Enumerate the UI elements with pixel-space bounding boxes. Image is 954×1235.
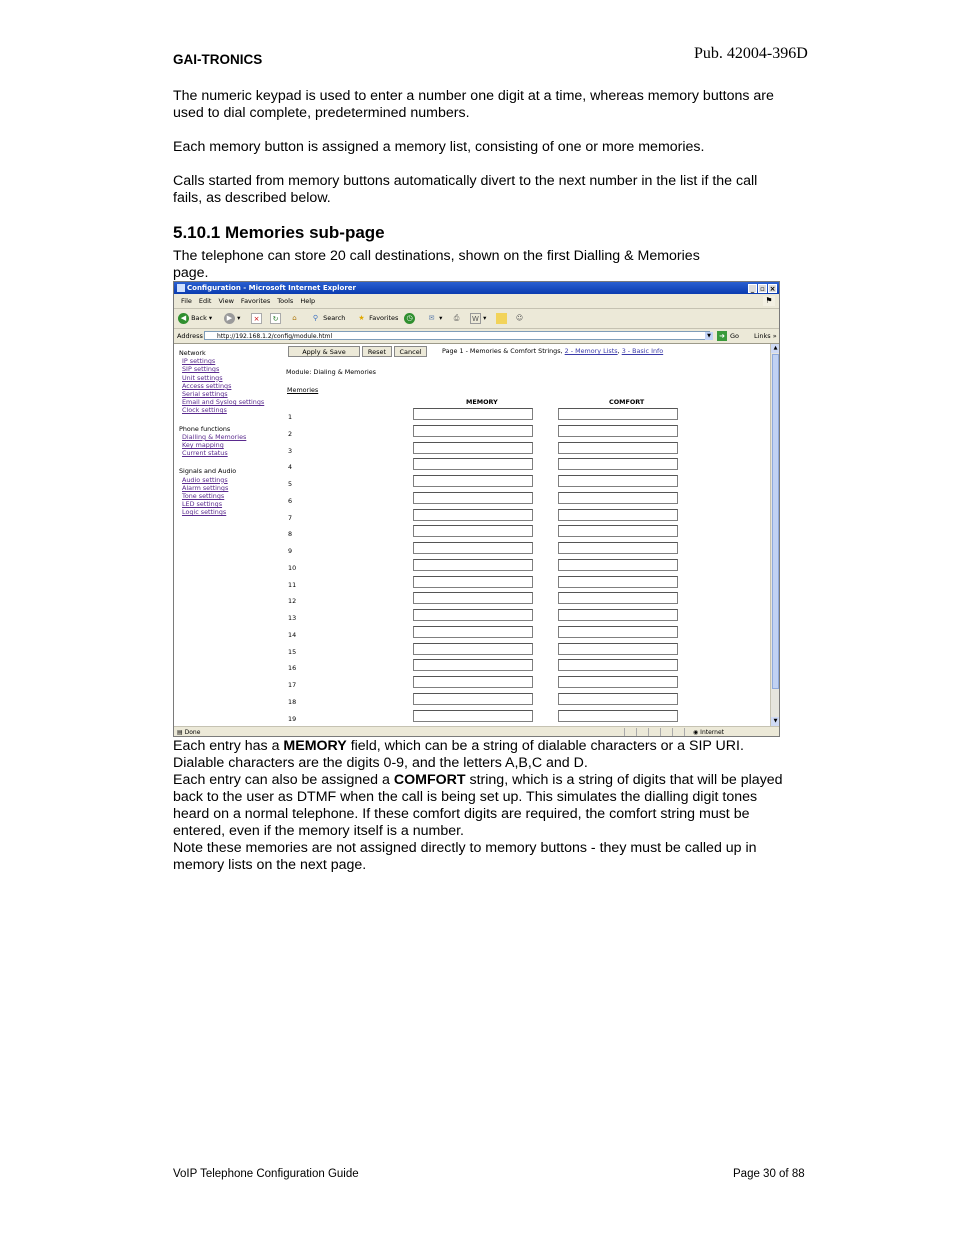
address-label: Address (177, 332, 203, 340)
page-links (442, 346, 663, 357)
page-icon: ▤ (177, 729, 183, 736)
nav-link-audio-settings[interactable]: Audio settings (182, 475, 228, 484)
text-comfort-bold: COMFORT (393, 772, 466, 788)
status-cells (624, 728, 690, 737)
memory-number: 17 (288, 681, 297, 689)
links-label: Links (754, 332, 771, 340)
nav-link-key-mapping[interactable]: Key mapping (182, 441, 224, 450)
forward-button[interactable]: ▶ ▾ (224, 312, 240, 325)
memory-input[interactable] (413, 693, 533, 705)
stop-button[interactable] (251, 312, 262, 325)
url-input[interactable]: http://192.168.1.2/config/module.html (204, 331, 710, 340)
memory-input[interactable] (413, 676, 533, 688)
memory-number: 1 (288, 413, 293, 421)
comfort-input[interactable] (558, 442, 678, 454)
status-done-label: Done (184, 729, 201, 736)
back-arrow-icon: ◀ (178, 313, 189, 324)
memory-row (286, 676, 686, 690)
memories-link[interactable]: Memories (287, 386, 319, 394)
memory-row (286, 408, 686, 422)
memory-input[interactable] (413, 542, 533, 554)
stop-icon: × (251, 313, 262, 324)
history-button[interactable] (404, 312, 415, 325)
browser-screenshot (173, 281, 780, 737)
basic-info-link[interactable]: 3 - Basic Info (621, 347, 664, 355)
nav-link-current-status[interactable]: Current status (182, 449, 228, 458)
memory-input[interactable] (413, 626, 533, 638)
restore-icon[interactable]: ▫ (758, 284, 767, 293)
memory-row (286, 710, 686, 724)
memory-input[interactable] (413, 643, 533, 655)
memory-row (286, 475, 686, 489)
favorites-button[interactable] (356, 312, 398, 325)
menu-item-file[interactable]: File (181, 297, 192, 305)
windows-flag-icon: ⚑ (763, 296, 775, 306)
favorites-label: Favorites (369, 314, 399, 322)
text-memory-bold: MEMORY (283, 738, 347, 754)
folder-button[interactable] (496, 312, 507, 325)
memory-row (286, 643, 686, 657)
footer-title: VoIP Telephone Configuration Guide (173, 1168, 359, 1180)
nav-section-network: Network (179, 349, 206, 357)
back-button[interactable]: ◀ Back ▾ (178, 312, 212, 325)
memory-row (286, 525, 686, 539)
memory-input[interactable] (413, 609, 533, 621)
ie-icon (177, 284, 185, 292)
memory-number: 8 (288, 530, 293, 539)
mail-icon: ✉ (428, 313, 435, 322)
nav-link-ip-settings[interactable]: IP settings (182, 357, 216, 366)
comfort-input[interactable] (558, 643, 678, 655)
links-button[interactable]: Links » (754, 332, 777, 340)
nav-link-tone-settings[interactable]: Tone settings (182, 492, 225, 501)
status-bar (174, 726, 779, 737)
go-arrow-icon[interactable]: ➜ (717, 331, 727, 341)
memory-number: 18 (288, 697, 297, 706)
comfort-column-header: COMFORT (609, 398, 645, 406)
memory-lists-link[interactable]: 2 - Memory Lists (564, 347, 618, 355)
memory-number: 12 (288, 597, 297, 606)
back-label: Back (191, 314, 207, 322)
config-nav (179, 349, 284, 517)
comfort-input[interactable] (558, 609, 678, 621)
go-button[interactable]: Go (730, 332, 740, 340)
memory-input[interactable] (413, 525, 533, 537)
section-heading: 5.10.1 Memories sub-page (173, 223, 385, 242)
text-entry-memory-rest: field, which can be a string of dialable characters or a SIP URI. (346, 738, 744, 754)
mail-button[interactable]: ✉ ▾ (426, 312, 442, 325)
memory-input[interactable] (413, 458, 533, 470)
memory-number: 16 (288, 664, 297, 673)
nav-link-dialling-memories[interactable]: Dialling & Memories (182, 432, 247, 441)
text-note: Note these memories are not assigned directly to memory buttons - they must be called up in memory lists on the next page. (173, 840, 757, 873)
memory-number: 3 (288, 446, 293, 455)
page-link-separator: , (617, 347, 622, 355)
nav-link-led-settings[interactable]: LED settings (182, 500, 223, 509)
nav-link-serial-settings[interactable]: Serial settings (182, 390, 228, 399)
window-titlebar (174, 282, 779, 294)
publication-number: Pub. 42004-396D (694, 45, 808, 62)
menu-bar (174, 294, 779, 309)
memory-input[interactable] (413, 408, 533, 420)
module-title: Module: Dialing & Memories (286, 368, 376, 376)
memory-number: 9 (288, 547, 293, 555)
memory-number: 4 (288, 463, 293, 472)
comfort-input[interactable] (558, 525, 678, 537)
comfort-input[interactable] (558, 509, 678, 521)
nav-section-signals: Signals and Audio (179, 467, 237, 476)
refresh-button[interactable] (270, 312, 281, 325)
star-icon: ★ (358, 313, 365, 322)
memory-row (286, 542, 686, 556)
page-content (174, 344, 770, 726)
memory-input[interactable] (413, 659, 533, 671)
chat-icon: ☺ (515, 313, 524, 322)
text-entry-comfort-rest: string, which is a string of digits that will be played back to the user as DTMF when the call is being set up. This simulates the dialling digit tones heard on a normal telephone. If these comfort digits are required, the comfort string must be entered, even if the memory itself is a number. (173, 772, 783, 839)
browser-toolbar (174, 309, 779, 329)
print-icon: ⎙ (453, 313, 460, 322)
nav-link-clock-settings[interactable]: Clock settings (182, 406, 227, 415)
nav-link-access-settings[interactable]: Access settings (182, 381, 232, 390)
memory-number: 6 (288, 496, 293, 505)
refresh-icon: ↻ (270, 313, 281, 324)
comfort-input[interactable] (558, 576, 678, 588)
paragraph-divert: Calls started from memory buttons automatically divert to the next number in the list if the call fails, as described below. (173, 173, 758, 206)
memory-number: 13 (288, 614, 297, 622)
vertical-scrollbar[interactable] (770, 344, 780, 726)
minimize-icon[interactable]: _ (748, 284, 757, 293)
nav-link-alarm-settings[interactable]: Alarm settings (182, 483, 229, 492)
edit-button[interactable]: W ▾ (470, 312, 486, 325)
memory-row (286, 425, 686, 439)
nav-link-email-and-syslog-settings[interactable]: Email and Syslog settings (182, 398, 265, 407)
address-bar (174, 329, 779, 344)
menu-item-tools[interactable]: Tools (277, 297, 294, 305)
comfort-input[interactable] (558, 626, 678, 638)
paragraph-memory-button: Each memory button is assigned a memory list, consisting of one or more memories. (173, 139, 705, 155)
comfort-input[interactable] (558, 676, 678, 688)
home-icon: ⌂ (292, 313, 297, 322)
nav-link-sip-settings[interactable]: SIP settings (182, 365, 220, 374)
reset-button[interactable]: Reset (362, 346, 392, 357)
home-button[interactable] (289, 312, 300, 325)
edit-icon: W (470, 313, 481, 324)
current-page-label: Page 1 - Memories & Comfort Strings, (442, 347, 563, 355)
close-icon[interactable]: × (769, 285, 776, 293)
comfort-input[interactable] (558, 659, 678, 671)
text-entry-comfort: Each entry can also be assigned a (173, 772, 394, 788)
folder-icon (496, 313, 507, 324)
chevron-down-icon[interactable]: ▼ (705, 332, 713, 340)
print-button[interactable] (451, 312, 462, 325)
comfort-input[interactable] (558, 425, 678, 437)
history-icon: ◷ (404, 313, 415, 324)
memory-number: 5 (288, 480, 293, 488)
text-dialable: Dialable characters are the digits 0-9, and the letters A,B,C and D. (173, 755, 588, 771)
footer-page: Page 30 of 88 (733, 1168, 805, 1180)
memory-input[interactable] (413, 425, 533, 437)
memory-row (286, 592, 686, 606)
company-name: GAI-TRONICS (173, 52, 263, 67)
memory-number: 11 (288, 580, 297, 589)
nav-section-phone: Phone functions (179, 424, 231, 433)
memory-number: 7 (288, 513, 293, 522)
memory-input[interactable] (413, 492, 533, 504)
comfort-input[interactable] (558, 475, 678, 487)
menu-item-help[interactable]: Help (300, 297, 316, 305)
scroll-down-icon[interactable]: ▼ (771, 717, 780, 726)
memory-row (286, 492, 686, 506)
memory-input[interactable] (413, 592, 533, 604)
comfort-input[interactable] (558, 559, 678, 571)
scroll-up-icon[interactable]: ▲ (771, 344, 780, 353)
search-icon: ⚲ (312, 313, 319, 322)
memory-input[interactable] (413, 576, 533, 588)
memory-number: 10 (288, 563, 297, 572)
status-zone-label: Internet (700, 729, 724, 736)
forward-arrow-icon: ▶ (224, 313, 235, 324)
status-zone (693, 727, 724, 737)
comfort-input[interactable] (558, 710, 678, 722)
memory-input[interactable] (413, 475, 533, 487)
comfort-input[interactable] (558, 458, 678, 470)
comfort-input[interactable] (558, 408, 678, 420)
memory-row (286, 509, 686, 523)
menu-item-view[interactable]: View (218, 297, 234, 305)
apply-save-button[interactable]: Apply & Save (288, 346, 360, 357)
memory-input[interactable] (413, 442, 533, 454)
comfort-input[interactable] (558, 492, 678, 504)
comfort-input[interactable] (558, 693, 678, 705)
scroll-thumb[interactable] (772, 354, 779, 689)
memory-number: 19 (288, 714, 297, 723)
paragraph-store: The telephone can store 20 call destinations, shown on the first Dialling & Memories page. (173, 248, 700, 281)
nav-link-logic-settings[interactable]: Logic settings (182, 508, 227, 517)
memory-number: 15 (288, 647, 297, 656)
globe-icon: ◉ (693, 729, 699, 736)
memory-row (286, 659, 686, 673)
memory-number: 14 (288, 630, 297, 639)
memory-row (286, 576, 686, 590)
memory-row (286, 559, 686, 573)
memory-number: 2 (288, 429, 293, 438)
menu-item-favorites[interactable]: Favorites (240, 297, 271, 305)
memory-column-header: MEMORY (466, 398, 498, 406)
paragraph-keypad: The numeric keypad is used to enter a number one digit at a time, whereas memory buttons are used to dial complete, predetermined numbers. (173, 88, 774, 121)
cancel-button[interactable]: Cancel (394, 346, 427, 357)
menu-item-edit[interactable]: Edit (198, 297, 212, 305)
memory-row (286, 442, 686, 456)
memory-row (286, 626, 686, 640)
paragraph-after-screenshot (173, 738, 793, 874)
memory-input[interactable] (413, 559, 533, 571)
nav-link-unit-settings[interactable]: Unit settings (182, 373, 223, 382)
memory-row (286, 458, 686, 472)
text-entry-memory: Each entry has a (173, 738, 284, 754)
status-done (177, 727, 200, 737)
window-title: Configuration - Microsoft Internet Explorer (187, 284, 357, 292)
search-button[interactable] (310, 312, 345, 325)
memory-input[interactable] (413, 710, 533, 722)
comfort-input[interactable] (558, 592, 678, 604)
memory-row (286, 693, 686, 707)
messenger-button[interactable] (514, 312, 525, 325)
memory-row (286, 609, 686, 623)
search-label: Search (323, 314, 346, 322)
memory-input[interactable] (413, 509, 533, 521)
comfort-input[interactable] (558, 542, 678, 554)
